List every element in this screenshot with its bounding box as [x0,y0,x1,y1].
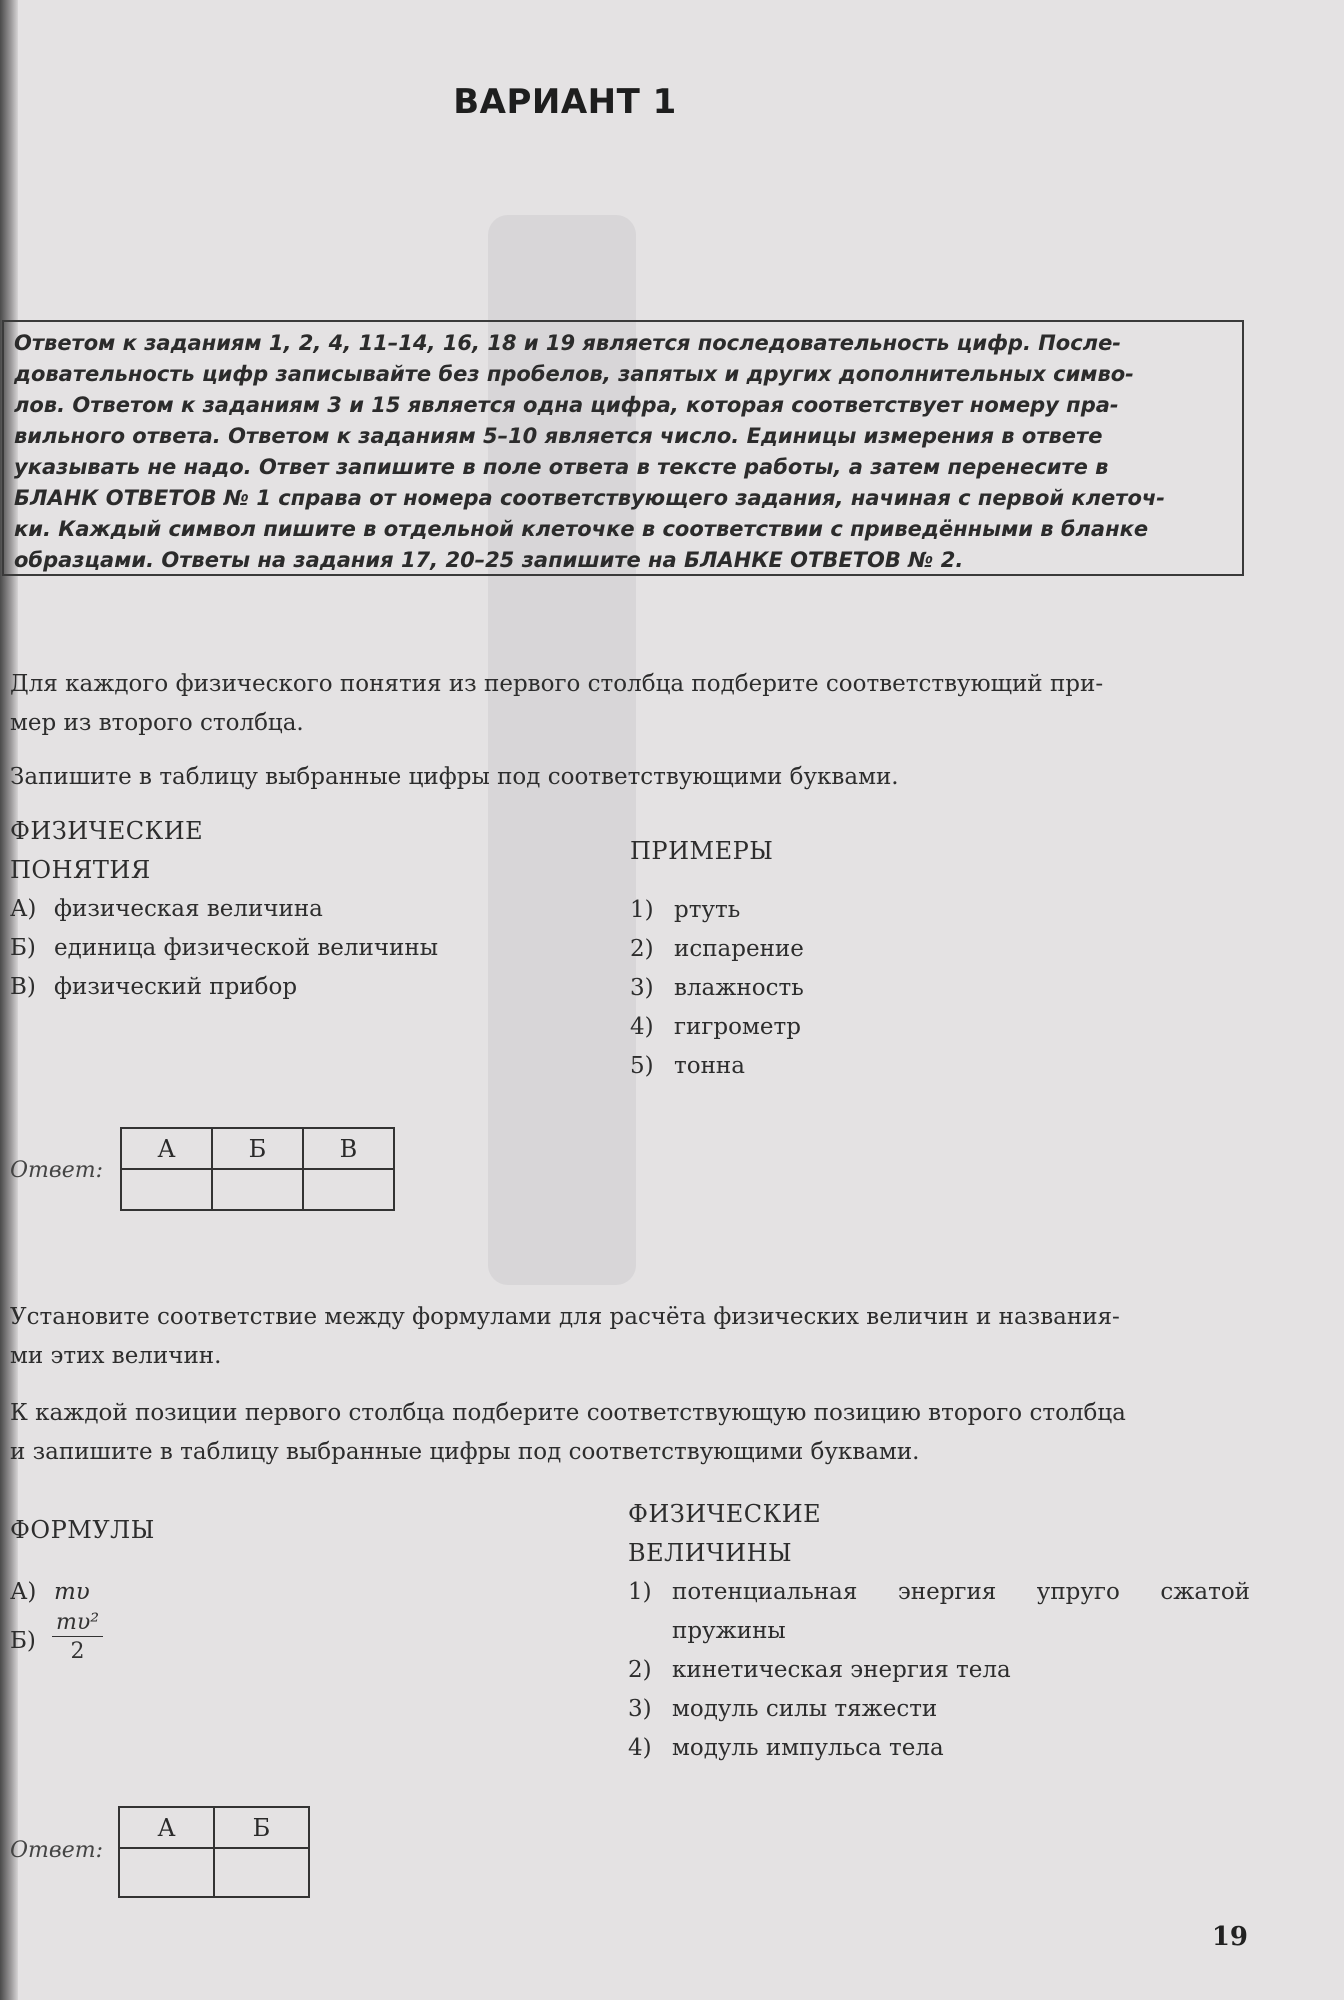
task1-left-item-a: А) физическая величина [10,896,323,922]
task2-text-line4: и запишите в таблицу выбранные цифры под соответствующими буквами. [10,1439,920,1465]
task2-text-line3: К каждой позиции первого столбца подберите соответствующую позицию второго столбца [10,1400,1126,1426]
instructions-line: указывать не надо. Ответ запишите в поле ответа в тексте работы, а затем перенесите в [14,455,1109,479]
task1-left-item-b: Б) единица физической величины [10,935,439,961]
task1-right-item-2: 2) испарение [630,936,804,962]
task1-left-item-c: В) физический прибор [10,974,298,1000]
task1-text-line1: Для каждого физического понятия из первого столбца подберите соответствующий при- [10,671,1104,697]
answer-cell-a[interactable] [121,1169,212,1210]
task1-left-heading-1: ФИЗИЧЕСКИЕ [10,817,204,845]
task2-right-item-2: 2) кинетическая энергия тела [628,1657,1011,1683]
answer-header-b: Б [212,1128,303,1169]
answer-header-c: В [303,1128,394,1169]
task1-answer-label: Ответ: [10,1158,103,1183]
task1-right-item-5: 5) тонна [630,1053,745,1079]
answer-cell-b[interactable] [214,1848,309,1897]
page-title: ВАРИАНТ 1 [453,82,677,122]
task2-right-item-1-cont: пружины [672,1618,786,1644]
answer-header-b: Б [214,1807,309,1848]
task1-text-line2: мер из второго столбца. [10,710,304,736]
answer-cell-c[interactable] [303,1169,394,1210]
task2-right-item-3: 3) модуль силы тяжести [628,1696,938,1722]
task1-text-line3: Запишите в таблицу выбранные цифры под соответствующими буквами. [10,764,899,790]
task1-right-item-1: 1) ртуть [630,897,741,923]
task2-left-heading: ФОРМУЛЫ [10,1516,155,1544]
answer-header-a: А [121,1128,212,1169]
task1-answer-table [120,1127,395,1211]
task2-formula-a: А) mυ [10,1579,90,1605]
task2-right-heading-2: ВЕЛИЧИНЫ [628,1539,793,1567]
instructions-line: ки. Каждый символ пишите в отдельной клеточке в соответствии с приведёнными в бланке [14,517,1149,541]
page-number: 19 [1211,1922,1248,1952]
task2-answer-label: Ответ: [10,1838,103,1863]
task2-right-heading-1: ФИЗИЧЕСКИЕ [628,1500,822,1528]
instructions-line: лов. Ответом к заданиям 3 и 15 является одна цифра, которая соответствует номеру пра- [14,393,1119,417]
instructions-line: вильного ответа. Ответом к заданиям 5–10 является число. Единицы измерения в ответе [14,424,1103,448]
instructions-line: довательность цифр записывайте без пробелов, запятых и других дополнительных симво- [14,362,1134,386]
fraction-denominator: 2 [70,1639,85,1664]
task1-right-heading: ПРИМЕРЫ [630,837,774,865]
task1-right-item-4: 4) гигрометр [630,1014,801,1040]
instructions-line: Ответом к заданиям 1, 2, 4, 11–14, 16, 18 и 19 является последовательность цифр. После- [14,331,1122,355]
task2-answer-table [118,1806,310,1898]
task2-text-line2: ми этих величин. [10,1343,222,1369]
instructions-line: БЛАНК ОТВЕТОВ № 1 справа от номера соответствующего задания, начиная с первой клеточ- [14,486,1166,510]
instructions-box [2,320,1244,576]
task1-right-item-3: 3) влажность [630,975,804,1001]
instructions-line: образцами. Ответы на задания 17, 20–25 запишите на БЛАНКЕ ОТВЕТОВ № 2. [14,548,964,572]
task2-text-line1: Установите соответствие между формулами для расчёта физических величин и названия- [10,1304,1120,1330]
task2-formula-b-label: Б) [10,1628,36,1654]
answer-header-a: А [119,1807,214,1848]
task1-left-heading-2: ПОНЯТИЯ [10,856,151,884]
answer-cell-a[interactable] [119,1848,214,1897]
task2-formula-b-fraction [52,1610,103,1667]
task2-right-item-4: 4) модуль импульса тела [628,1735,944,1761]
fraction-numerator: mυ² [52,1610,103,1637]
answer-cell-b[interactable] [212,1169,303,1210]
task2-right-item-1: 1) потенциальная энергия упруго сжатой [628,1579,1250,1605]
